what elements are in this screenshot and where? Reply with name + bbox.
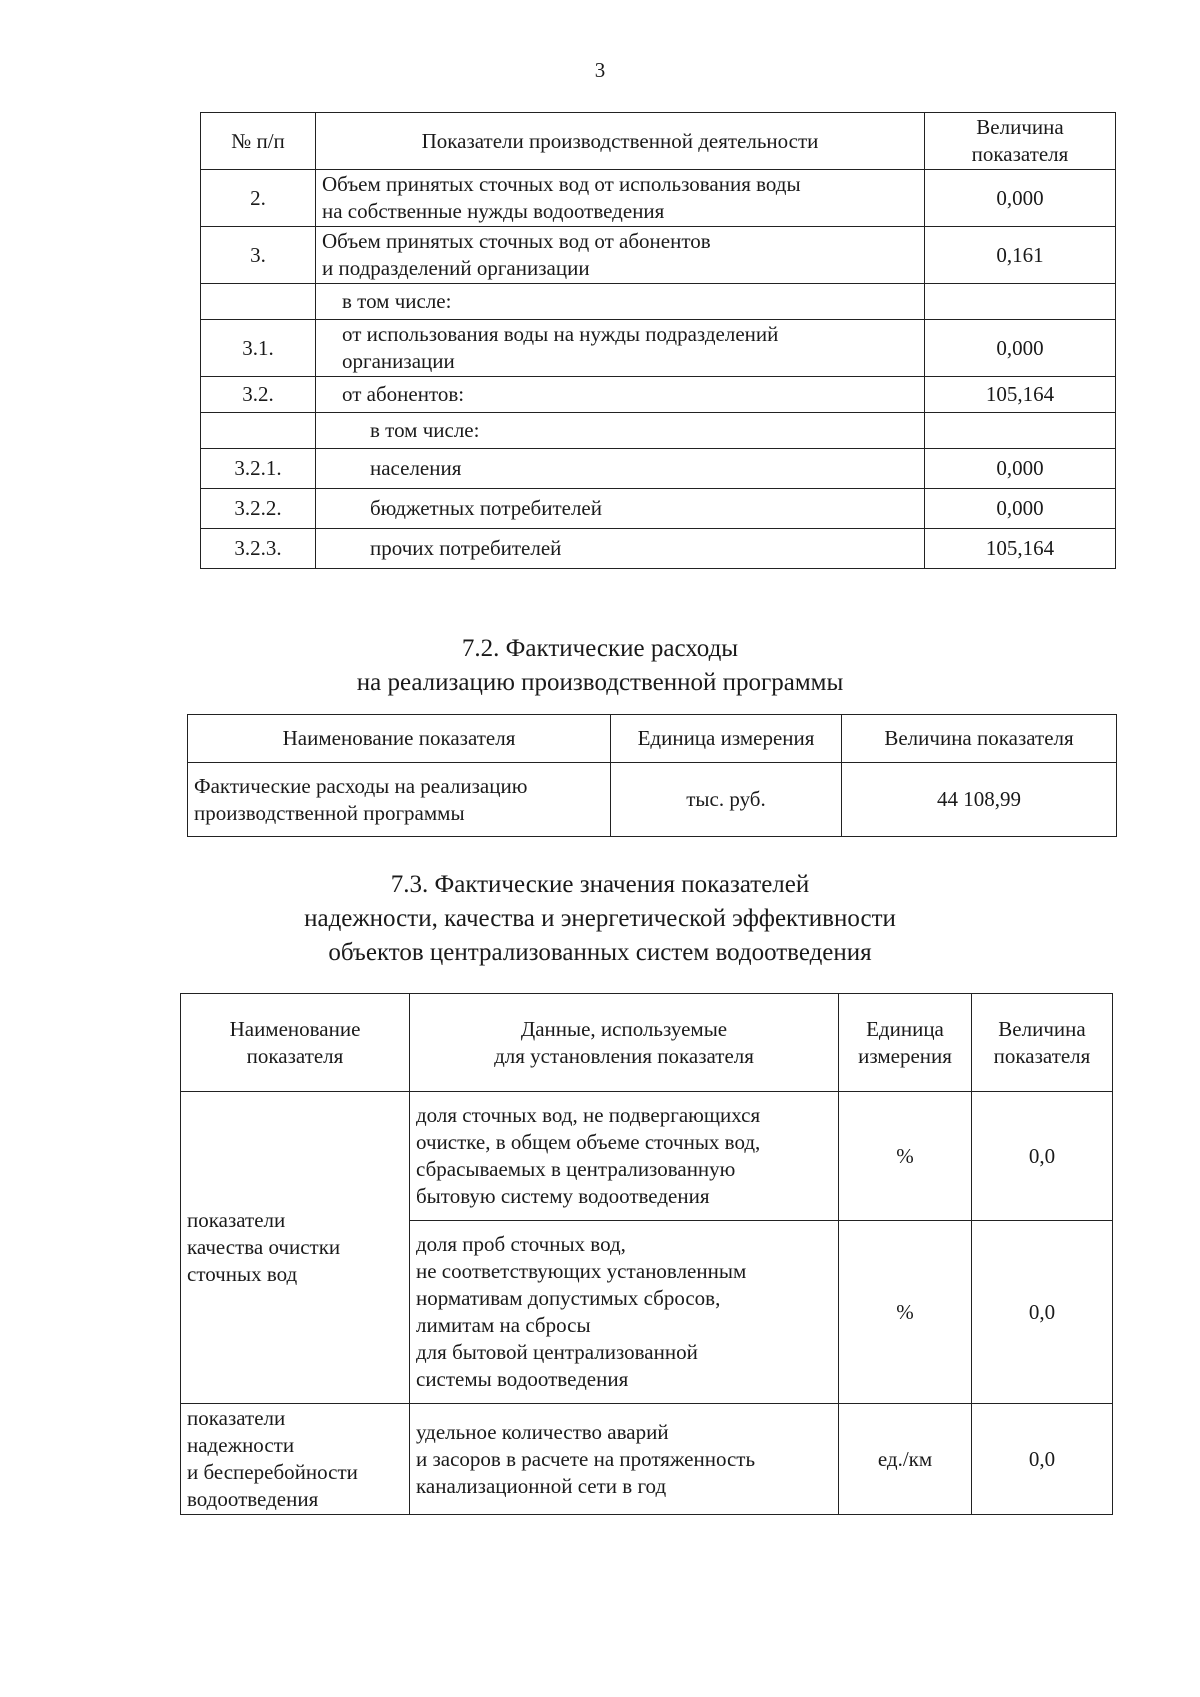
text-line: на собственные нужды водоотведения: [322, 199, 665, 223]
text-line: в том числе:: [342, 289, 452, 313]
row-value: 0,000: [925, 320, 1116, 377]
row-value: 0,000: [925, 489, 1116, 529]
indicator-unit: %: [839, 1221, 972, 1404]
header-name: [181, 994, 410, 1092]
table-row: [201, 449, 1116, 489]
header-name: Наименование показателя: [188, 715, 611, 763]
table-row: [181, 1092, 1113, 1221]
text-line: показатели: [187, 1406, 286, 1430]
table-row: [201, 529, 1116, 569]
text-line: населения: [370, 456, 462, 480]
text-line: в том числе:: [370, 418, 480, 442]
table-row: [201, 284, 1116, 320]
row-label: [316, 489, 925, 529]
text-line: Объем принятых сточных вод от абонентов: [322, 229, 711, 253]
text-line: от использования воды на нужды подразделений: [342, 322, 779, 346]
row-label: [316, 284, 925, 320]
row-number: 3.2.1.: [201, 449, 316, 489]
section-7-3-title: [0, 868, 1200, 970]
text-line: бюджетных потребителей: [370, 496, 602, 520]
text-line: производственной программы: [194, 800, 465, 825]
text-line: прочих потребителей: [370, 536, 562, 560]
row-label: [316, 320, 925, 377]
row-value: 0,161: [925, 227, 1116, 284]
text-line: показателя: [246, 1043, 344, 1068]
table-header-row: [188, 715, 1117, 763]
text-line: измерения: [858, 1043, 952, 1068]
indicator-group-name: [181, 1404, 410, 1515]
table-row: [201, 377, 1116, 413]
indicator-unit: ед./км: [839, 1404, 972, 1515]
indicator-value: 0,0: [972, 1221, 1113, 1404]
table-header-row: [181, 994, 1113, 1092]
table-row: [201, 170, 1116, 227]
row-value: 105,164: [925, 529, 1116, 569]
indicator-data: [410, 1404, 839, 1515]
row-number: 2.: [201, 170, 316, 227]
row-value: 105,164: [925, 377, 1116, 413]
text-line: не соответствующих установленным: [416, 1259, 747, 1283]
indicator-data: [410, 1092, 839, 1221]
text-line: Наименование: [229, 1016, 361, 1041]
text-line: сточных вод: [187, 1262, 298, 1286]
row-label: [316, 449, 925, 489]
text-line: бытовую систему водоотведения: [416, 1184, 710, 1208]
expense-unit: тыс. руб.: [611, 763, 842, 837]
header-data: [410, 994, 839, 1092]
text-line: Фактические расходы на реализацию: [194, 773, 528, 798]
row-value: 0,000: [925, 170, 1116, 227]
section-7-2-title: [0, 632, 1200, 700]
text-line: показателя: [993, 1043, 1091, 1068]
table-row: [201, 227, 1116, 284]
table-row: [201, 320, 1116, 377]
row-number: 3.2.2.: [201, 489, 316, 529]
page-number: 3: [594, 58, 606, 82]
header-indicator: Показатели производственной деятельности: [316, 113, 925, 170]
row-label: [316, 377, 925, 413]
row-label: [316, 413, 925, 449]
header-unit: Единица измерения: [611, 715, 842, 763]
header-value: [972, 994, 1113, 1092]
text-line: для бытовой централизованной: [416, 1340, 698, 1364]
text-line: Объем принятых сточных вод от использования воды: [322, 172, 801, 196]
header-number: № п/п: [201, 113, 316, 170]
row-number: 3.1.: [201, 320, 316, 377]
text-line: качества очистки: [187, 1235, 341, 1259]
header-value: Величина показателя: [925, 113, 1116, 170]
text-line: удельное количество аварий: [416, 1419, 669, 1444]
text-line: доля сточных вод, не подвергающихся: [416, 1103, 761, 1127]
table-row: [188, 763, 1117, 837]
title-line: надежности, качества и энергетической эффективности: [304, 905, 896, 932]
text-line: доля проб сточных вод,: [416, 1232, 626, 1256]
row-number: 3.: [201, 227, 316, 284]
row-value: 0,000: [925, 449, 1116, 489]
row-label: [316, 170, 925, 227]
row-value: [925, 284, 1116, 320]
reliability-quality-table: [180, 993, 1113, 1515]
text-line: лимитам на сбросы: [416, 1313, 591, 1337]
row-label: [316, 227, 925, 284]
production-indicators-table: [200, 112, 1116, 569]
actual-expenses-table: [187, 714, 1117, 837]
title-line: 7.2. Фактические расходы: [461, 635, 739, 662]
text-line: показатели: [187, 1208, 286, 1232]
indicator-unit: %: [839, 1092, 972, 1221]
text-line: от абонентов:: [342, 382, 465, 406]
text-line: системы водоотведения: [416, 1367, 629, 1391]
text-line: и подразделений организации: [322, 256, 590, 280]
row-label: [316, 529, 925, 569]
row-value: [925, 413, 1116, 449]
text-line: и бесперебойности: [187, 1460, 358, 1484]
indicator-value: 0,0: [972, 1404, 1113, 1515]
table-row: [181, 1404, 1113, 1515]
title-line: 7.3. Фактические значения показателей: [390, 871, 810, 898]
text-line: организации: [342, 349, 455, 373]
table-row: [201, 413, 1116, 449]
text-line: Величина: [998, 1016, 1086, 1041]
text-line: Данные, используемые: [520, 1016, 728, 1041]
table-row: [201, 489, 1116, 529]
expense-value: 44 108,99: [842, 763, 1117, 837]
header-unit: [839, 994, 972, 1092]
text-line: канализационной сети в год: [416, 1473, 667, 1498]
text-line: водоотведения: [187, 1487, 319, 1511]
row-number: [201, 413, 316, 449]
title-line: на реализацию производственной программы: [356, 669, 844, 696]
text-line: Единица: [866, 1016, 944, 1041]
text-line: очистке, в общем объеме сточных вод,: [416, 1130, 761, 1154]
indicator-data: [410, 1221, 839, 1404]
text-line: для установления показателя: [494, 1043, 754, 1068]
row-number: 3.2.3.: [201, 529, 316, 569]
text-line: и засоров в расчете на протяженность: [416, 1446, 756, 1471]
title-line: объектов централизованных систем водоотведения: [328, 939, 872, 966]
indicator-group-name: [181, 1092, 410, 1404]
text-line: нормативам допустимых сбросов,: [416, 1286, 721, 1310]
table-header-row: [201, 113, 1116, 170]
text-line: надежности: [187, 1433, 295, 1457]
row-number: [201, 284, 316, 320]
indicator-value: 0,0: [972, 1092, 1113, 1221]
row-number: 3.2.: [201, 377, 316, 413]
text-line: сбрасываемых в централизованную: [416, 1157, 736, 1181]
expense-name: [188, 763, 611, 837]
header-value: Величина показателя: [842, 715, 1117, 763]
